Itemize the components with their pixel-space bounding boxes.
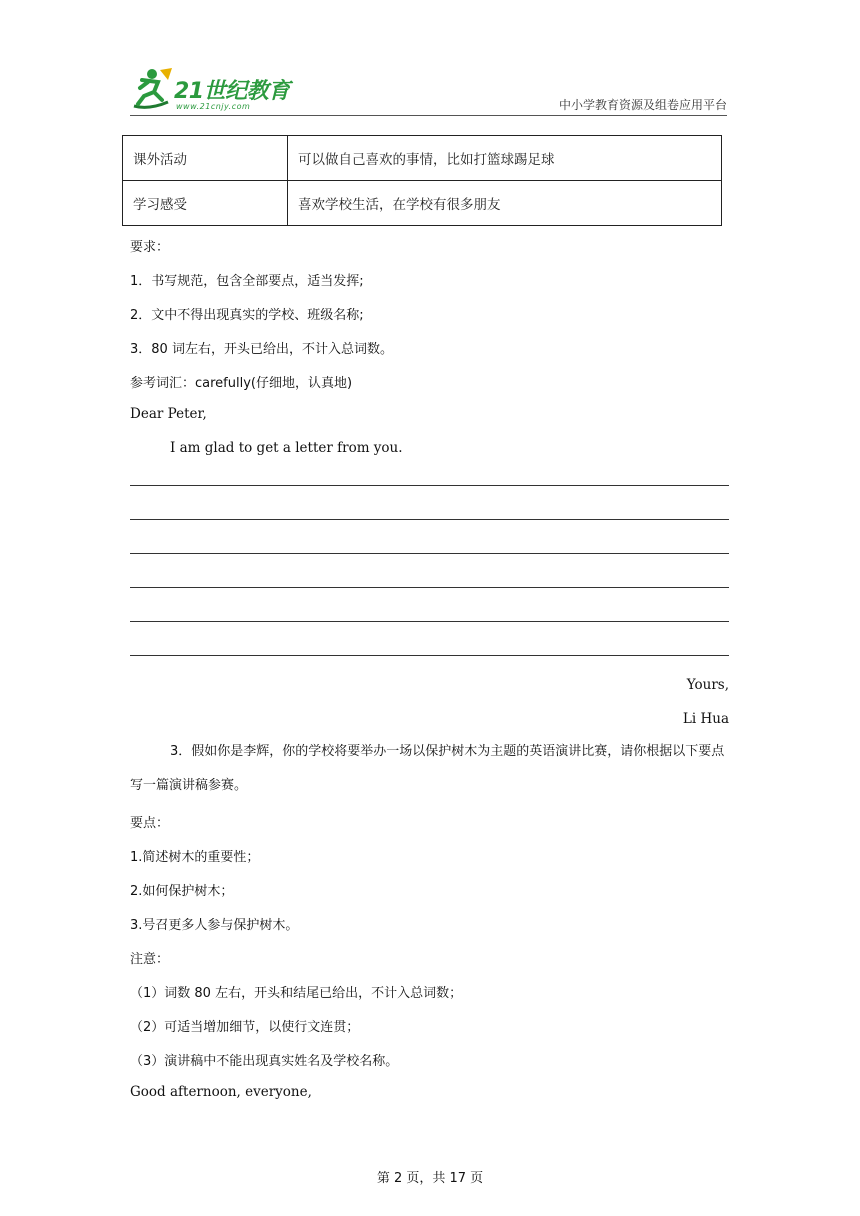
table-cell-value: 可以做自己喜欢的事情，比如打篮球踢足球 <box>288 136 722 181</box>
logo-text: 21世纪教育 <box>174 79 290 104</box>
runner-logo-icon <box>124 66 174 114</box>
logo-url: www.21cnjy.com <box>176 102 251 111</box>
point-2: 2.如何保护树木； <box>130 884 234 899</box>
table-row <box>123 136 722 181</box>
vocab-hint: 参考词汇：carefully(仔细地，认真地) <box>130 376 353 391</box>
note-3: （3）演讲稿中不能出现真实姓名及学校名称。 <box>130 1054 399 1069</box>
info-table <box>122 135 722 226</box>
writing-line[interactable] <box>130 587 729 588</box>
requirement-3: 3．80 词左右，开头已给出，不计入总词数。 <box>130 342 393 357</box>
notes-title: 注意： <box>130 952 170 967</box>
table-cell-label: 学习感受 <box>123 181 288 226</box>
page-number: 第 2 页，共 17 页 <box>376 1171 484 1186</box>
table-row <box>123 181 722 226</box>
speech-opening: Good afternoon, everyone, <box>130 1084 312 1100</box>
platform-name: 中小学教育资源及组卷应用平台 <box>558 98 727 112</box>
note-2: （2）可适当增加细节，以使行文连贯； <box>130 1020 360 1035</box>
writing-line[interactable] <box>130 553 729 554</box>
writing-line[interactable] <box>130 621 729 622</box>
table-cell-value: 喜欢学校生活，在学校有很多朋友 <box>288 181 722 226</box>
point-3: 3.号召更多人参与保护树木。 <box>130 918 299 933</box>
letter-closing: Yours, <box>686 677 729 693</box>
requirement-2: 2．文中不得出现真实的学校、班级名称; <box>130 308 364 323</box>
writing-line[interactable] <box>130 655 729 656</box>
header-divider <box>130 115 727 116</box>
note-1: （1）词数 80 左右，开头和结尾已给出，不计入总词数； <box>130 986 463 1001</box>
logo <box>124 66 294 116</box>
point-1: 1.简述树木的重要性； <box>130 850 260 865</box>
table-cell-label: 课外活动 <box>123 136 288 181</box>
question-3-prompt: 3．假如你是李辉，你的学校将要举办一场以保护树木为主题的英语演讲比赛，请你根据以下要点写一篇演讲稿参赛。 <box>130 744 725 793</box>
requirement-1: 1．书写规范，包含全部要点，适当发挥; <box>130 274 364 289</box>
letter-salutation: Dear Peter, <box>130 406 207 422</box>
requirements-title: 要求： <box>130 240 170 255</box>
writing-line[interactable] <box>130 485 729 486</box>
writing-line[interactable] <box>130 519 729 520</box>
letter-signature: Li Hua <box>682 711 729 727</box>
points-title: 要点： <box>130 816 170 831</box>
letter-opening: I am glad to get a letter from you. <box>170 440 403 456</box>
